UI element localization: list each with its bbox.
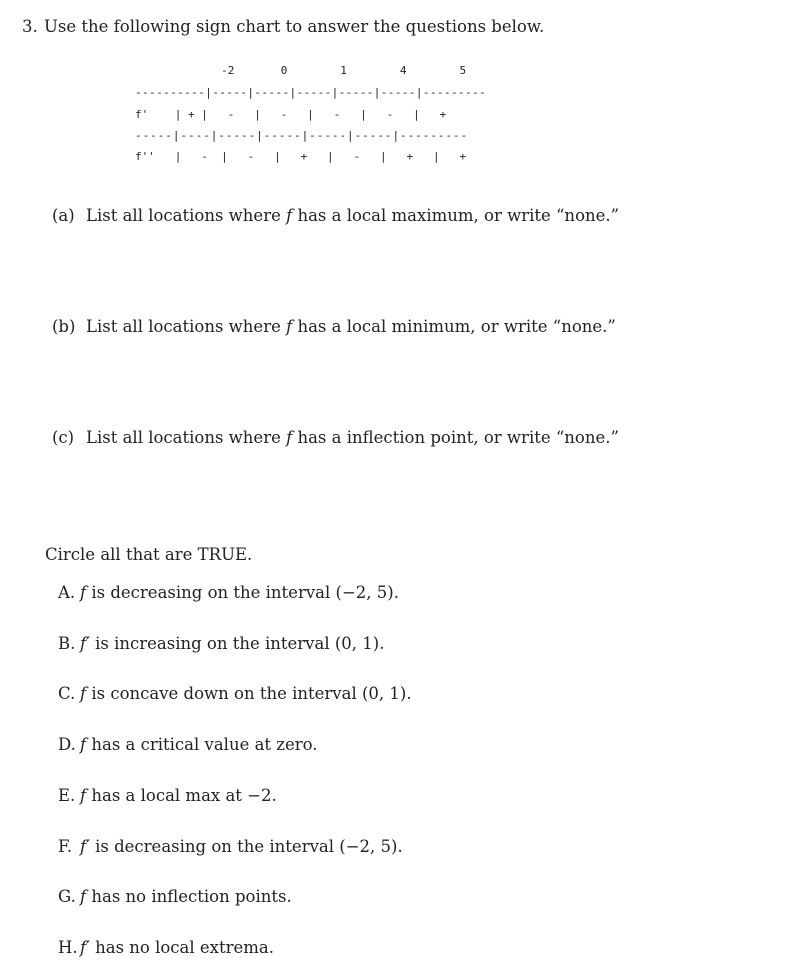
option-f-label: F. — [58, 837, 73, 856]
option-h-text: has no local extrema. — [89, 938, 274, 957]
part-b-var: f — [286, 317, 293, 336]
sign-chart-divider-middle: -----|----|-----|-----|-----|-----|--------- — [135, 129, 469, 142]
part-a-text-post: has a local maximum, or write “none.” — [292, 206, 620, 225]
option-c-var: f — [80, 684, 87, 703]
option-a-var: f — [80, 583, 87, 602]
option-d-var: f — [80, 735, 87, 754]
option-g[interactable] — [58, 887, 292, 906]
option-f[interactable] — [58, 837, 403, 856]
part-b-text-pre: List all locations where — [86, 317, 287, 336]
part-c — [52, 428, 619, 447]
option-g-text: has no inflection points. — [86, 887, 292, 906]
part-a-var: f — [286, 206, 293, 225]
option-e-var: f — [80, 786, 87, 805]
option-a[interactable] — [58, 583, 399, 602]
option-f-var: f′ — [80, 837, 90, 856]
option-d-text: has a critical value at zero. — [86, 735, 318, 754]
part-b — [52, 317, 616, 336]
option-h[interactable] — [58, 938, 274, 957]
option-h-var: f′ — [80, 938, 90, 957]
question-prompt: Use the following sign chart to answer the questions below. — [44, 17, 545, 36]
option-b-label: B. — [58, 634, 76, 653]
option-e[interactable] — [58, 786, 277, 805]
sign-chart-row-f-prime: f' | + | - | - | - | - | + — [135, 108, 447, 121]
option-e-label: E. — [58, 786, 76, 805]
question-number: 3. — [22, 17, 38, 36]
option-g-label: G. — [58, 887, 76, 906]
part-b-text-post: has a local minimum, or write “none.” — [292, 317, 616, 336]
option-c[interactable] — [58, 684, 412, 703]
sign-chart-header: -2 0 1 4 5 — [135, 64, 467, 77]
option-a-text: is decreasing on the interval (−2, 5). — [86, 583, 399, 602]
option-e-text: has a local max at −2. — [86, 786, 277, 805]
part-a — [52, 206, 619, 225]
option-b-var: f′ — [80, 634, 90, 653]
part-c-label: (c) — [52, 428, 75, 447]
option-c-text: is concave down on the interval (0, 1). — [86, 684, 412, 703]
option-a-label: A. — [58, 583, 76, 602]
sign-chart-divider-top: ----------|-----|-----|-----|-----|-----|--------- — [135, 86, 487, 99]
part-c-text-post: has a inflection point, or write “none.” — [292, 428, 619, 447]
part-b-label: (b) — [52, 317, 76, 336]
sign-chart-row-f-double-prime: f'' | - | - | + | - | + | + — [135, 150, 467, 163]
part-c-var: f — [286, 428, 293, 447]
part-a-label: (a) — [52, 206, 75, 225]
option-c-label: C. — [58, 684, 76, 703]
option-d-label: D. — [58, 735, 76, 754]
question-header — [22, 17, 544, 36]
option-f-text: is decreasing on the interval (−2, 5). — [89, 837, 403, 856]
option-b[interactable] — [58, 634, 384, 653]
option-g-var: f — [80, 887, 87, 906]
option-h-label: H. — [58, 938, 78, 957]
circle-prompt: Circle all that are TRUE. — [45, 545, 253, 564]
option-d[interactable] — [58, 735, 318, 754]
part-a-text-pre: List all locations where — [86, 206, 287, 225]
option-b-text: is increasing on the interval (0, 1). — [89, 634, 385, 653]
part-c-text-pre: List all locations where — [86, 428, 287, 447]
